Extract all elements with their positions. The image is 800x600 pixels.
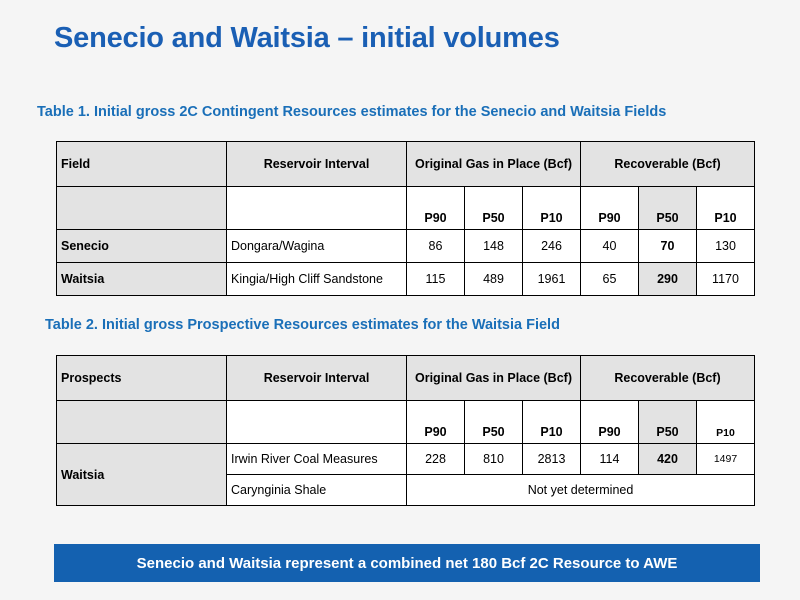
subheader-p50: P50 (639, 187, 697, 230)
table-row (57, 263, 755, 296)
summary-banner-text: Senecio and Waitsia represent a combined net 180 Bcf 2C Resource to AWE (136, 554, 678, 572)
header-field: Field (57, 142, 227, 187)
subheader-p10: P10 (523, 187, 581, 230)
subheader-blank (227, 187, 407, 230)
subheader-p10: P10 (523, 401, 581, 444)
table-subheader-row (57, 187, 755, 230)
value-cell: 1497 (697, 444, 755, 475)
header-interval: Reservoir Interval (227, 142, 407, 187)
subheader-blank (227, 401, 407, 444)
subheader-p90: P90 (581, 187, 639, 230)
table-header-row (57, 356, 755, 401)
value-cell: 420 (639, 444, 697, 475)
subheader-p50: P50 (639, 401, 697, 444)
value-cell: 810 (465, 444, 523, 475)
field-name: Waitsia (57, 263, 227, 296)
value-cell: 86 (407, 230, 465, 263)
value-cell: 489 (465, 263, 523, 296)
subheader-blank (57, 187, 227, 230)
value-cell: 148 (465, 230, 523, 263)
subheader-blank (57, 401, 227, 444)
table-subheader-row (57, 401, 755, 444)
subheader-p50: P50 (465, 401, 523, 444)
field-name: Senecio (57, 230, 227, 263)
table-header-row (57, 142, 755, 187)
value-cell: 1961 (523, 263, 581, 296)
value-cell: 70 (639, 230, 697, 263)
subheader-p10: P10 (697, 401, 755, 444)
subheader-p90: P90 (407, 401, 465, 444)
header-prospects: Prospects (57, 356, 227, 401)
value-cell: 40 (581, 230, 639, 263)
header-recoverable: Recoverable (Bcf) (581, 356, 755, 401)
subheader-p90: P90 (407, 187, 465, 230)
page-title: Senecio and Waitsia – initial volumes (54, 22, 560, 54)
header-ogip: Original Gas in Place (Bcf) (407, 356, 581, 401)
table-row (57, 444, 755, 475)
reservoir-interval: Carynginia Shale (227, 475, 407, 506)
contingent-resources-table (56, 141, 755, 296)
not-determined-note: Not yet determined (407, 475, 755, 506)
value-cell: 114 (581, 444, 639, 475)
value-cell: 228 (407, 444, 465, 475)
value-cell: 1170 (697, 263, 755, 296)
subheader-p90: P90 (581, 401, 639, 444)
reservoir-interval: Dongara/Wagina (227, 230, 407, 263)
subheader-p50: P50 (465, 187, 523, 230)
prospective-resources-table (56, 355, 755, 506)
value-cell: 290 (639, 263, 697, 296)
header-ogip: Original Gas in Place (Bcf) (407, 142, 581, 187)
header-recoverable: Recoverable (Bcf) (581, 142, 755, 187)
value-cell: 246 (523, 230, 581, 263)
reservoir-interval: Irwin River Coal Measures (227, 444, 407, 475)
prospect-name: Waitsia (57, 444, 227, 506)
subheader-p10: P10 (697, 187, 755, 230)
table2-caption: Table 2. Initial gross Prospective Resources estimates for the Waitsia Field (45, 317, 560, 333)
value-cell: 2813 (523, 444, 581, 475)
table-row (57, 230, 755, 263)
reservoir-interval: Kingia/High Cliff Sandstone (227, 263, 407, 296)
value-cell: 65 (581, 263, 639, 296)
header-interval: Reservoir Interval (227, 356, 407, 401)
value-cell: 115 (407, 263, 465, 296)
table1-caption: Table 1. Initial gross 2C Contingent Resources estimates for the Senecio and Waitsia Fields (37, 104, 667, 120)
value-cell: 130 (697, 230, 755, 263)
summary-banner (54, 544, 760, 582)
